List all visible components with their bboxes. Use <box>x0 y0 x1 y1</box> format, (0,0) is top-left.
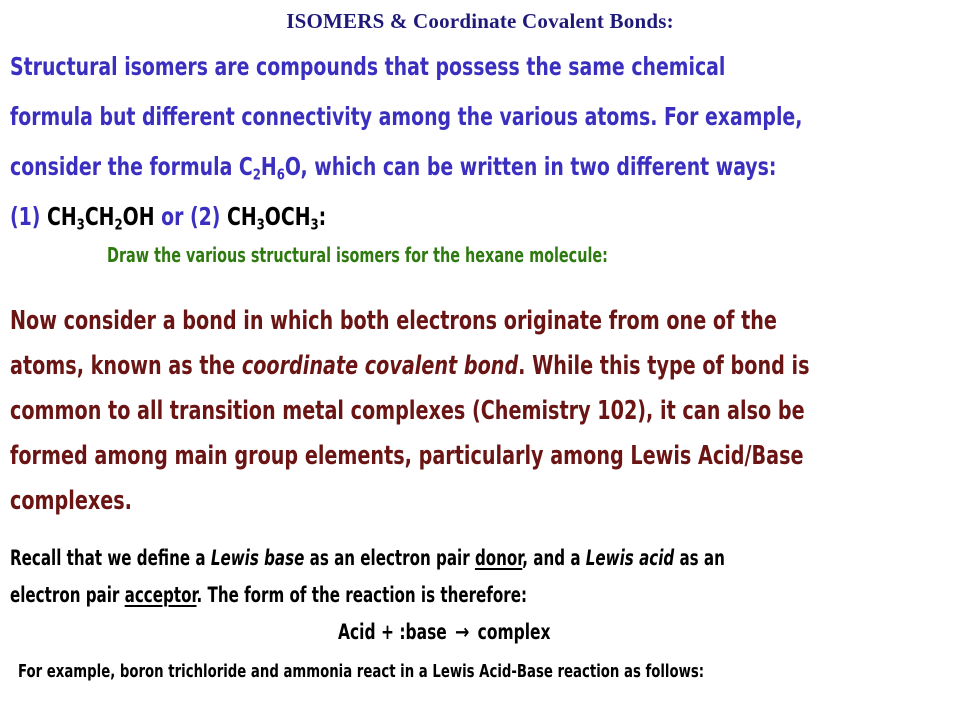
para2-line-1: Now consider a bond in which both electrons originate from one of the <box>10 306 777 336</box>
para3-line-2: electron pair acceptor. The form of the reaction is therefore: <box>10 583 528 607</box>
para2-line-3: common to all transition metal complexes (Chemistry 102), it can also be <box>10 396 805 426</box>
para2-line-4: formed among main group elements, particularly among Lewis Acid/Base <box>10 441 804 471</box>
page-title: ISOMERS & Coordinate Covalent Bonds: <box>286 9 674 33</box>
para1-line-3-text: consider the formula <box>10 152 239 181</box>
lewis-acid-term: Lewis acid <box>585 546 675 570</box>
structural-isomers-paragraph <box>10 42 940 242</box>
para3-line-1: Recall that we define a Lewis base as an electron pair donor, and a Lewis acid as an <box>10 546 725 570</box>
acceptor-term: acceptor <box>124 583 197 607</box>
lewis-base-term: Lewis base <box>210 546 305 570</box>
reaction-equation <box>338 620 551 644</box>
coordinate-covalent-paragraph <box>10 299 940 524</box>
donor-term: donor <box>474 546 523 570</box>
lewis-definition-paragraph <box>10 540 942 614</box>
formula-dimethyl-ether: $CH_3OCH_3$: <box>226 202 327 234</box>
para1-line-1: Structural isomers are compounds that possess the same chemical <box>10 52 726 81</box>
para1-line-2: formula but different connectivity among the various atoms. For example, <box>10 102 803 131</box>
example-sentence: For example, boron trichloride and ammonia react in a Lewis Acid-Base reaction as follows: <box>18 661 705 682</box>
equation-product: complex <box>477 620 551 644</box>
para1-line-3 <box>10 142 940 192</box>
para2-line-5: complexes. <box>10 486 132 516</box>
equation-reactants: Acid + :base <box>338 620 447 644</box>
para2-line-2: atoms, known as the coordinate covalent bond. While this type of bond is <box>10 351 810 381</box>
hexane-isomers-prompt: Draw the various structural isomers for the hexane molecule: <box>107 243 608 267</box>
para1-line-4 <box>10 192 940 242</box>
option-1-label: (1) <box>10 202 47 231</box>
formula-c2h6o: $C_2H_6O$ <box>238 152 301 184</box>
formula-ethanol: $CH_3CH_2OH$ <box>46 202 155 234</box>
option-2-label: or (2) <box>154 202 227 231</box>
reaction-arrow-icon: → <box>455 620 470 644</box>
coordinate-covalent-bond-term: coordinate covalent bond <box>241 351 519 381</box>
para1-line-3-tail: , which can be written in two different ways: <box>300 152 777 181</box>
